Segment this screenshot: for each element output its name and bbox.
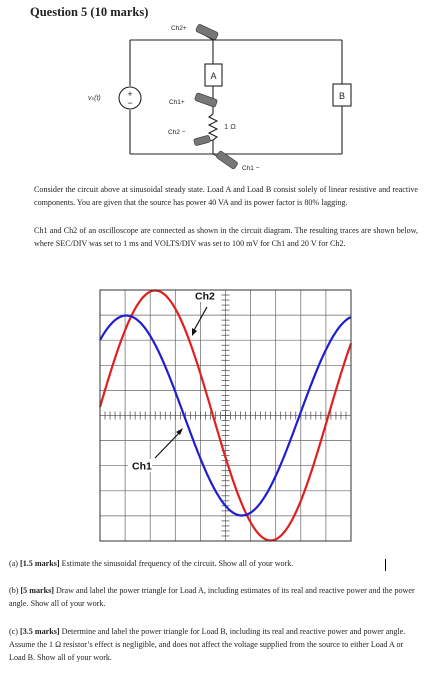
intro-paragraph: Consider the circuit above at sinusoidal steady state. Load A and Load B consist solely of linear resistive and reactive components. You are given that the source has power 40 VA and its power factor is 80% lagging. — [34, 185, 418, 207]
ch2-label: Ch2 — [195, 290, 215, 303]
load-b-label: B — [338, 91, 346, 101]
part-c: (c) [3.5 marks] Determine and label the power triangle for Load B, including its real and reactive power and power angle. Assume the 1 Ω resistor’s effect is negligible, and does not affect the voltage supplied from the source to either Load A or Load B. Show all of your work. — [9, 627, 406, 663]
question-title: Question 5 (10 marks) — [30, 5, 149, 19]
probe-ch2-minus-label: Ch2 − — [168, 129, 186, 136]
part-b: (b) [5 marks] Draw and label the power triangle for Load A, including estimates of its real and reactive power and the power angle. Show all of your work. — [9, 586, 415, 609]
svg-text:+: + — [127, 89, 133, 99]
scope-paragraph: Ch1 and Ch2 of an oscilloscope are connected as shown in the circuit diagram. The resulting traces are shown below, where SEC/DIV was set to 1 ms and VOLTS/DIV was set to 100 mV for Ch1 and 20 V for Ch2. — [34, 226, 418, 248]
ch1-label: Ch1 — [132, 460, 152, 473]
svg-text:−: − — [127, 98, 133, 108]
resistor-label: 1 Ω — [224, 122, 236, 131]
load-a-label: A — [210, 71, 217, 81]
probe-ch2-plus-label: Ch2+ — [171, 25, 187, 32]
probe-ch1-plus-label: Ch1+ — [169, 99, 185, 106]
ch2-arrow — [193, 307, 207, 332]
part-a: (a) [1.5 marks] Estimate the sinusoidal frequency of the circuit. Show all of your work. — [9, 559, 294, 568]
ch1-arrow — [155, 432, 180, 458]
text-cursor — [385, 559, 386, 571]
probe-ch1-minus-label: Ch1 − — [242, 165, 260, 172]
source-label: vₛ(t) — [88, 95, 101, 102]
